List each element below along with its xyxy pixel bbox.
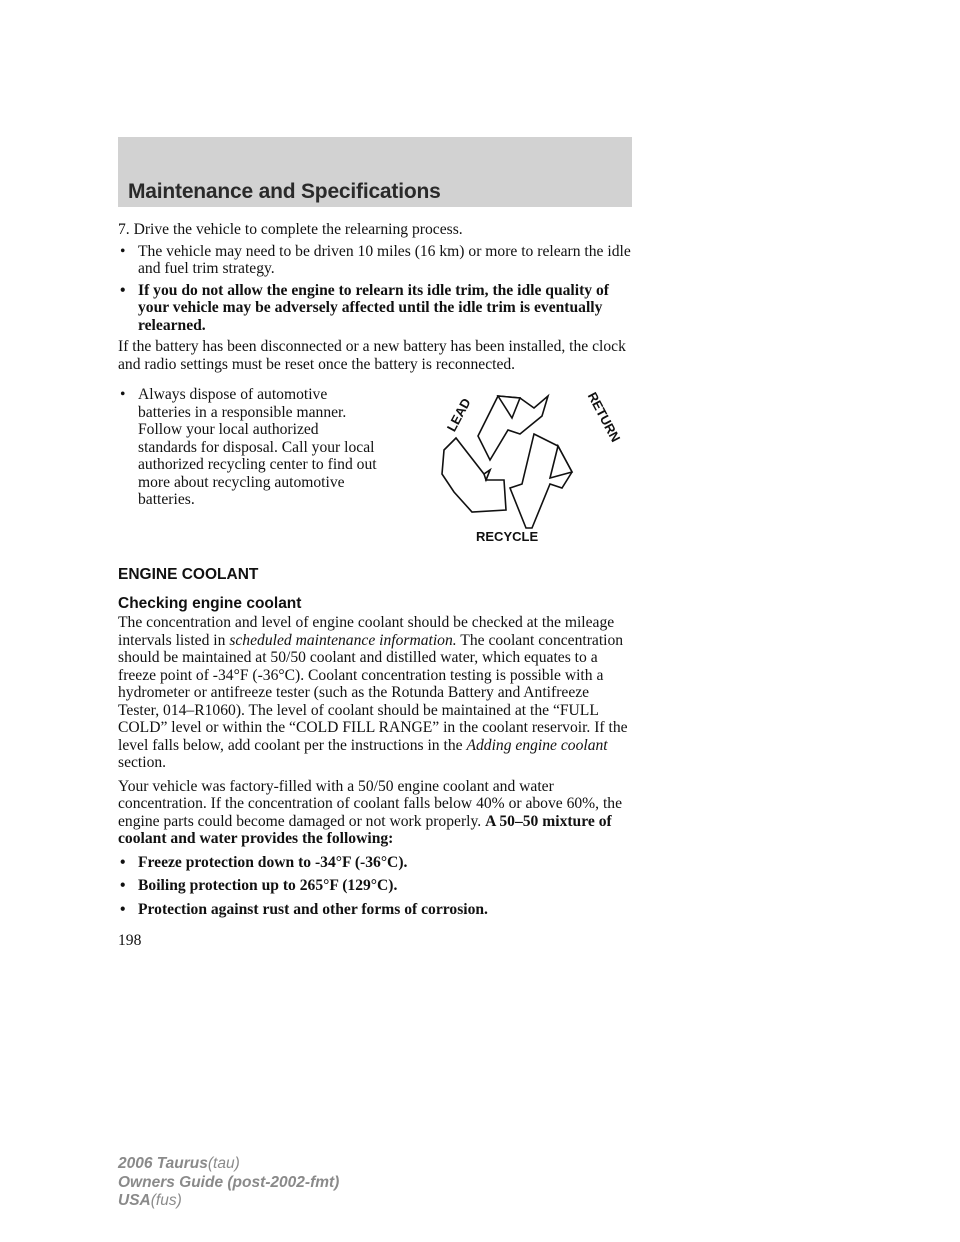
- coolant-paragraph-1: [118, 614, 633, 772]
- coolant-block: [118, 614, 633, 918]
- relearn-bullet-warning: [118, 282, 633, 335]
- section-heading-engine-coolant: ENGINE COOLANT: [118, 566, 259, 583]
- coolant-bullet-boiling: [118, 877, 633, 895]
- bullet-text: Freeze protection down to -34°F (-36°C).: [138, 853, 408, 871]
- footer-line-2: [118, 1174, 339, 1193]
- section-title: Maintenance and Specifications: [128, 180, 441, 203]
- footer-market: USA: [118, 1192, 151, 1209]
- bullet-text: Protection against rust and other forms of corrosion.: [138, 900, 488, 918]
- coolant-paragraph-2: [118, 778, 633, 848]
- footer-model: 2006 Taurus: [118, 1155, 208, 1172]
- step-7: 7. Drive the vehicle to complete the relearning process.: [118, 221, 463, 238]
- footer-market-code: (fus): [150, 1192, 182, 1209]
- footer-line-3: [118, 1192, 339, 1211]
- p2-text-a: Your vehicle was factory-filled with a 50/50 engine coolant and water concentration. If the concentration of coolant falls below 40% or above 60%, the engine parts could become damaged or not work properly.: [118, 777, 623, 830]
- coolant-bullet-freeze: [118, 854, 633, 872]
- bullet-text: Always dispose of automotive batteries in a responsible manner. Follow your local authorized standards for disposal. Call your local authorized recycling center to find out more about recycling automotive batteries.: [138, 386, 377, 508]
- p1-text-b: The coolant concentration should be maintained at 50/50 coolant and distilled water, which equates to a freeze point of -34°F (-36°C). Coolant concentration testing is possible with a hydrometer or antifreeze tester (such as the Rotunda Battery and Antifreeze Tester, 014–R1060). The level of coolant should be maintained at the “FULL COLD” level or within the “COLD FILL RANGE” in the coolant reservoir. If the level falls below, add coolant per the instructions in the: [118, 631, 628, 754]
- relearn-bullet-distance: [118, 243, 633, 278]
- lead-recycle-return-icon: [400, 378, 624, 548]
- footer-guide: Owners Guide (post-2002-fmt): [118, 1173, 340, 1191]
- relearn-block: [118, 221, 633, 373]
- dispose-bullet: [118, 386, 380, 509]
- bullet-text: Boiling protection up to 265°F (129°C).: [138, 877, 398, 894]
- recycle-arrow-left-fold: [484, 470, 490, 480]
- dispose-block: [118, 386, 380, 509]
- footer-edition-info: [118, 1155, 339, 1211]
- bullet-dot: •: [120, 281, 126, 299]
- footer-model-code: (tau): [207, 1155, 240, 1172]
- bullet-dot: •: [120, 853, 126, 871]
- recycle-label: RECYCLE: [476, 529, 539, 544]
- subheading-checking-coolant: Checking engine coolant: [118, 595, 302, 612]
- bullet-dot: •: [120, 877, 126, 894]
- bullet-dot: •: [120, 900, 126, 918]
- page-number: 198: [118, 932, 142, 949]
- bullet-dot: •: [120, 242, 126, 260]
- bullet-text: The vehicle may need to be driven 10 miles (16 km) or more to relearn the idle and fuel trim strategy.: [138, 242, 631, 277]
- bullet-text: If you do not allow the engine to relearn its idle trim, the idle quality of your vehicle may be adversely affected until the idle trim is eventually relearned.: [138, 281, 609, 334]
- section-header-band: [118, 137, 632, 207]
- return-label: RETURN: [584, 389, 624, 445]
- link-scheduled-maintenance[interactable]: scheduled maintenance information.: [229, 631, 457, 649]
- p2-text-bold: A 50–50 mixture of coolant and water provides the following:: [118, 812, 612, 847]
- bullet-dot: •: [120, 386, 126, 403]
- link-adding-engine-coolant[interactable]: Adding engine coolant: [466, 736, 608, 754]
- p1-text-a: The concentration and level of engine coolant should be checked at the mileage intervals listed in: [118, 614, 615, 649]
- footer-line-1: [118, 1155, 339, 1174]
- recycle-arrow-right: [510, 434, 572, 528]
- lead-label: LEAD: [443, 395, 474, 434]
- coolant-bullet-corrosion: [118, 901, 633, 919]
- p1-text-c: section.: [118, 754, 167, 771]
- battery-paragraph: If the battery has been disconnected or a new battery has been installed, the clock and radio settings must be reset once the battery is reconnected.: [118, 338, 626, 373]
